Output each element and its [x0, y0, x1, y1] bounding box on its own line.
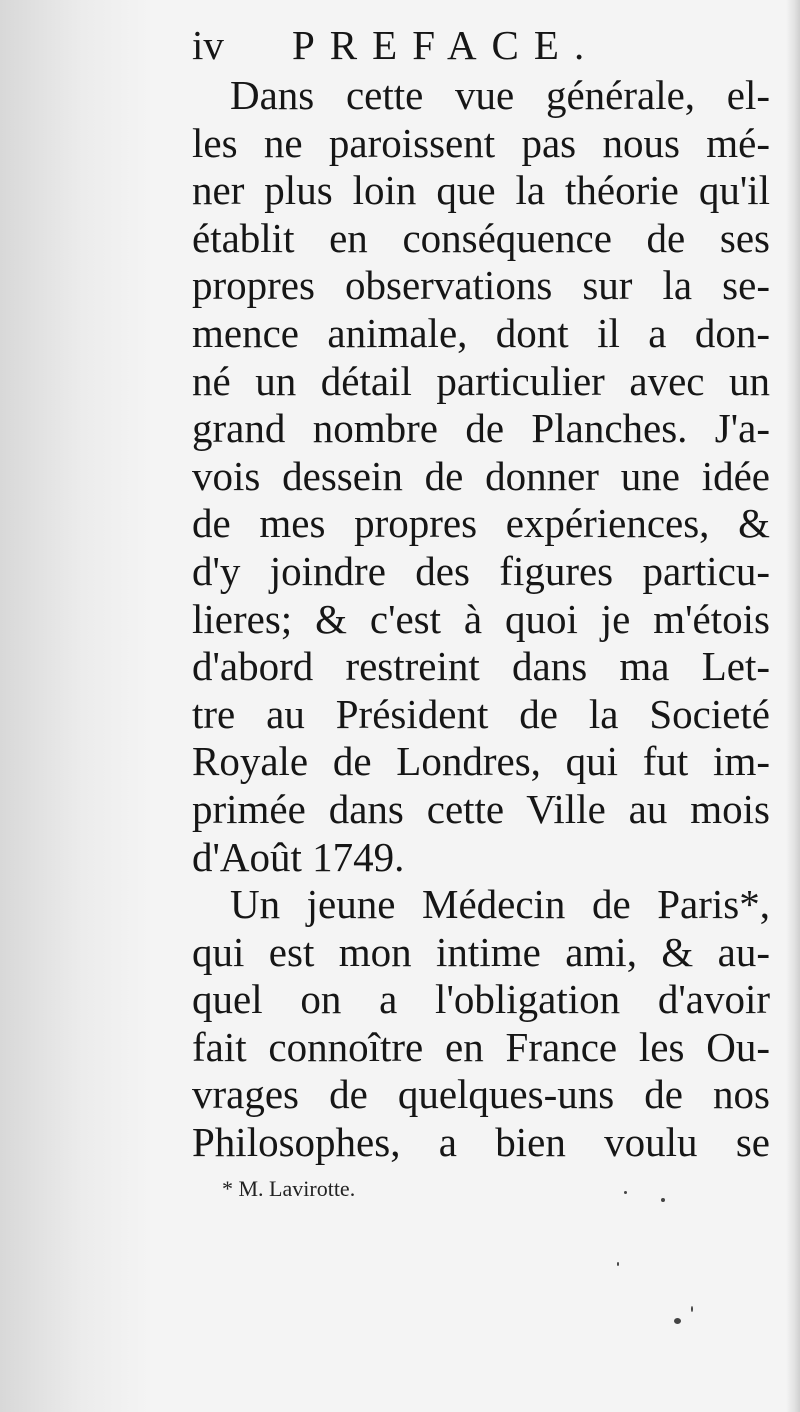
text-line: né un détail particulier avec un [192, 357, 770, 404]
gutter-shadow [0, 0, 150, 1412]
text-line: grand nombre de Planches. J'a- [192, 405, 770, 452]
text-line: qui est mon intime ami, & au- [192, 928, 770, 975]
text-line: de mes propres expériences, & [192, 500, 770, 547]
text-line: quel on a l'obligation d'avoir [192, 976, 770, 1023]
text-line: les ne paroissent pas nous mé- [192, 119, 770, 166]
ink-speck [661, 1198, 665, 1202]
text-line: ner plus loin que la théorie qu'il [192, 167, 770, 214]
text-block [192, 18, 770, 1167]
text-line: fait connoître en France les Ou- [192, 1023, 770, 1070]
ink-speck [691, 1306, 693, 1312]
text-line: Royale de Londres, qui fut im- [192, 738, 770, 785]
running-head [192, 18, 770, 72]
ink-speck [617, 1262, 619, 1266]
page-edge [786, 0, 800, 1412]
text-line: vrages de quelques-uns de nos [192, 1071, 770, 1118]
text-line: mence animale, dont il a don- [192, 309, 770, 356]
ink-speck [674, 1318, 681, 1324]
text-line: d'abord restreint dans ma Let- [192, 643, 770, 690]
text-line: Un jeune Médecin de Paris*, [230, 881, 770, 928]
text-line: lieres; & c'est à quoi je m'étois [192, 595, 770, 642]
text-line: d'Août 1749. [192, 833, 405, 880]
page-number: iv [192, 22, 224, 68]
running-title: PREFACE. [292, 22, 600, 68]
ink-speck [624, 1191, 627, 1194]
text-line: établit en conséquence de ses [192, 214, 770, 261]
text-line: primée dans cette Ville au mois [192, 785, 770, 832]
text-line: d'y joindre des figures particu- [192, 547, 770, 594]
text-line: Philosophes, a bien voulu se [192, 1119, 770, 1166]
footnote: * M. Lavirotte. [222, 1176, 356, 1201]
text-line: propres observations sur la se- [192, 262, 770, 309]
text-line: Dans cette vue générale, el- [230, 72, 770, 118]
text-line: vois dessein de donner une idée [192, 452, 770, 499]
text-line: tre au Président de la Societé [192, 690, 770, 737]
